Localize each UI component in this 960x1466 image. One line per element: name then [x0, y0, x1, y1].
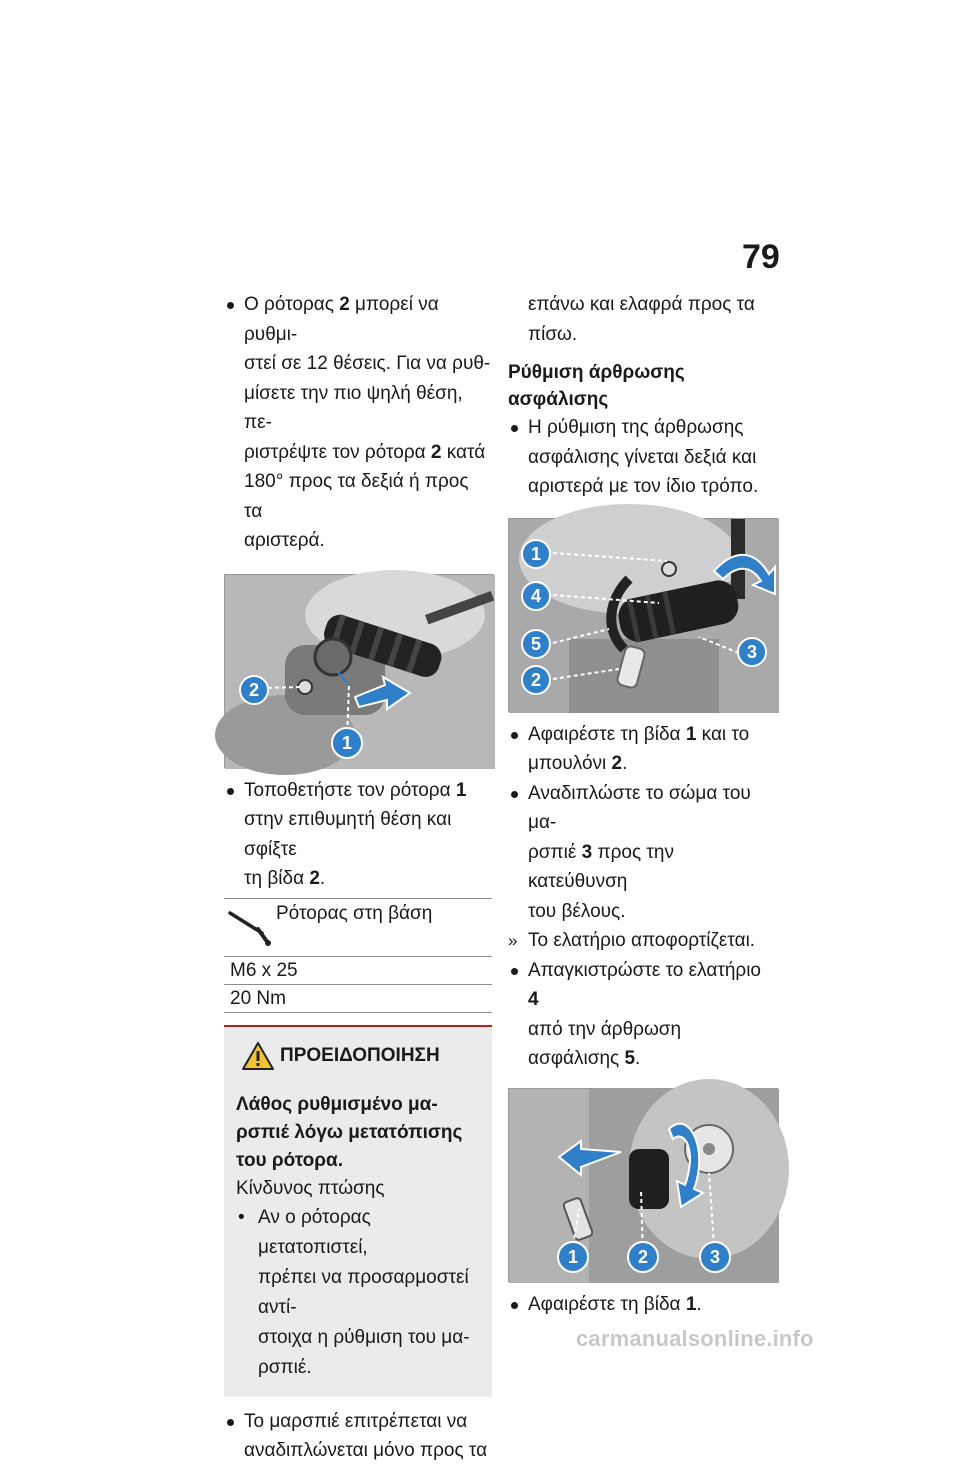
instruction-unhook-spring: Απαγκιστρώστε το ελατήριο 4 από την άρθρωση ασφάλισης 5. [528, 959, 761, 1069]
instruction-remove-screw: Αφαιρέστε τη βίδα 1. [528, 1293, 702, 1315]
callout-2: 2 [239, 675, 269, 705]
result-arrow-icon: » [508, 931, 518, 950]
callout-2: 2 [627, 1241, 659, 1273]
bullet-icon: • [238, 1206, 245, 1228]
callout-1: 1 [521, 539, 551, 569]
warning-triangle-icon [242, 1041, 274, 1071]
warning-box [224, 1025, 492, 1397]
callout-5: 5 [521, 629, 551, 659]
instruction-footrest-fold: Το μαρσπιέ επιτρέπεται να αναδιπλώνεται μόνο προς τα [244, 1410, 488, 1461]
right-column [508, 290, 776, 1319]
section-heading: Ρύθμιση άρθρωσης ασφάλισης [508, 362, 685, 410]
callout-1: 1 [331, 727, 363, 759]
warning-headline: Λάθος ρυθμισμένο μα- ρσπιέ λόγω μετατόπισης του ρότορα. [236, 1093, 463, 1171]
torque-wrench-icon [228, 907, 272, 947]
photo-lock-joint [508, 518, 778, 712]
callout-3: 3 [737, 637, 767, 667]
warning-item: • Αν ο ρότορας μετατοπιστεί, πρέπει να προσαρμοστεί αντί- στοιχα η ρύθμιση του μα- ρσπιέ. [236, 1203, 484, 1383]
instruction-remove-screw-bolt: Αφαιρέστε τη βίδα 1 και το μπουλόνι 2. [528, 723, 750, 774]
photo-remove-screw [508, 1088, 778, 1282]
torque-spec-table [224, 898, 492, 1013]
watermark: carmanualsonline.info [576, 1326, 814, 1351]
warning-subtitle: Κίνδυνος πτώσης [236, 1177, 385, 1199]
callout-2: 2 [521, 665, 551, 695]
result-spring-released: » Το ελατήριο αποφορτίζεται. [508, 926, 776, 956]
instruction-position-rotor: Τοποθετήστε τον ρότορα 1 στην επιθυμητή θέση και σφίξτε τη βίδα 2. [244, 779, 467, 889]
continuation-text: επάνω και ελαφρά προς τα πίσω. [528, 294, 755, 345]
warning-title: ΠΡΟΕΙΔΟΠΟΙΗΣΗ [236, 1041, 484, 1081]
callout-4: 4 [521, 581, 551, 611]
instruction-lock-joint: Η ρύθμιση της άρθρωσης ασφάλισης γίνεται δεξιά και αριστερά με τον ίδιο τρόπο. [528, 417, 759, 497]
spec-thread: M6 x 25 [224, 957, 492, 985]
left-column [224, 290, 492, 1466]
spec-header: Ρότορας στη βάση [224, 899, 492, 957]
page-number: 79 [742, 238, 780, 276]
instruction-rotor-positions: Ο ρότορας 2 μπορεί να ρυθμι- στεί σε 12 θέσεις. Για να ρυθ- μίσετε την πιο ψηλή θέση, πε- ριστρέψτε τον ρότορα 2 κατά 180° προς τα δεξιά ή προς τα αριστερά. [244, 294, 491, 551]
photo-rotor-mount [224, 574, 494, 768]
spec-torque: 20 Nm [224, 985, 492, 1013]
instruction-fold-footrest: Αναδιπλώστε το σώμα του μα- ρσπιέ 3 προς την κατεύθυνση του βέλους. [528, 782, 751, 922]
callout-1: 1 [557, 1241, 589, 1273]
callout-3: 3 [699, 1241, 731, 1273]
